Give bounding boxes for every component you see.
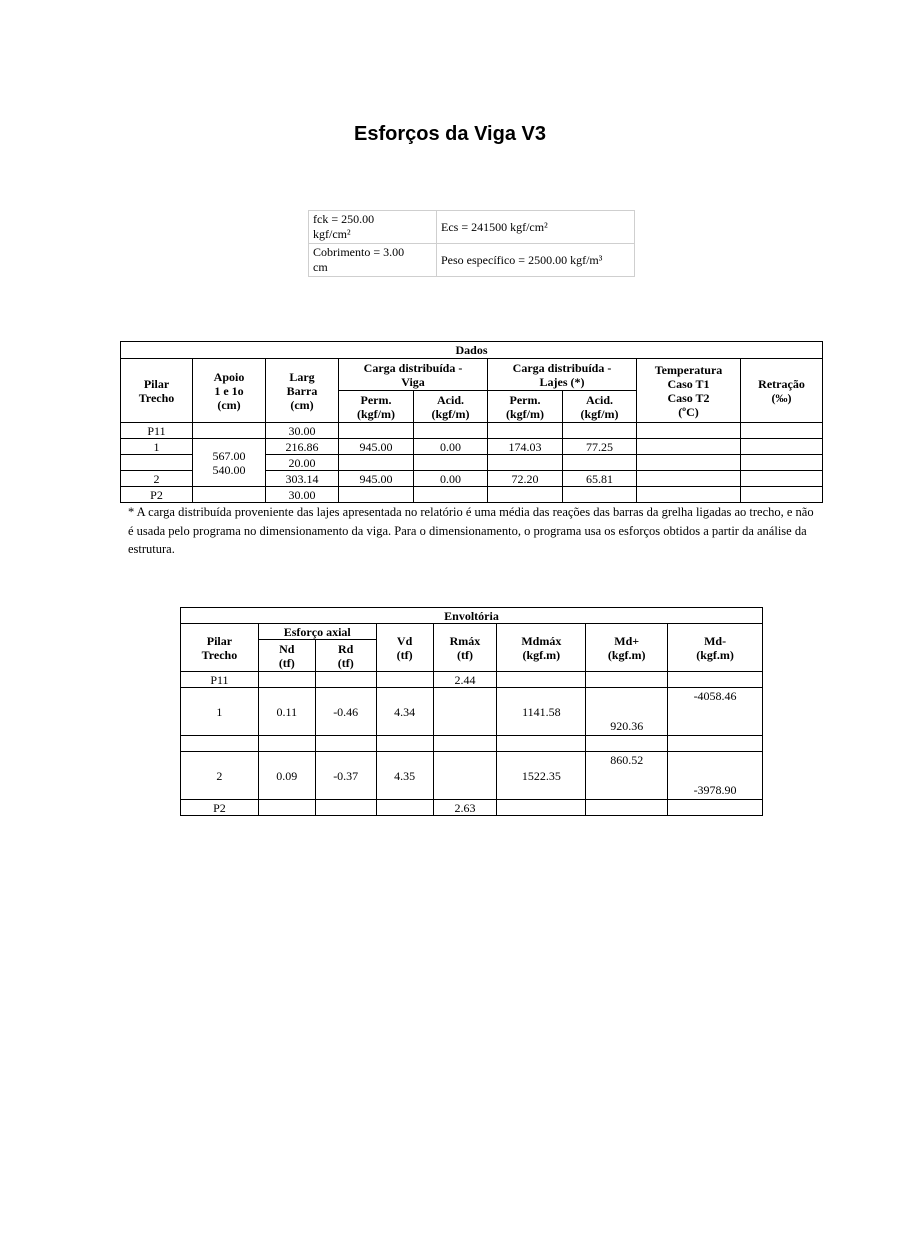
header-apoio — [193, 359, 266, 423]
header-text: Pilar — [206, 633, 233, 648]
header-text: Carga distribuída - — [363, 360, 463, 375]
header-text: Md- — [704, 633, 727, 648]
header-nd — [258, 640, 315, 672]
cell-pilar: 1 — [181, 688, 259, 736]
header-text: Caso T2 — [667, 390, 710, 405]
header-text: Acid. — [586, 392, 613, 407]
cell-apoio — [193, 423, 266, 439]
cell-pilar: 2 — [121, 471, 193, 487]
apoio-value: 567.00 — [212, 448, 246, 463]
cell-lajes-perm — [488, 487, 563, 503]
header-text: Trecho — [201, 647, 238, 662]
cell-larg: 216.86 — [266, 439, 339, 455]
header-text: Mdmáx — [521, 633, 562, 648]
cell-pilar: P11 — [121, 423, 193, 439]
cell-lajes-perm: 174.03 — [488, 439, 563, 455]
cell-lajes-perm — [488, 423, 563, 439]
cell-md-plus — [586, 800, 668, 816]
cell-md-minus — [668, 736, 763, 752]
header-text: Temperatura — [654, 362, 723, 377]
footnote: * A carga distribuída proveniente das lajes apresentada no relatório é uma média das reações das barras da grelha ligadas ao trecho, e não é usada pelo programa no dimensionamento da viga. Para o dimensionamento, o programa usa os esforços obtidos a partir da análise da estrutura. — [128, 505, 814, 556]
header-text: Carga distribuída - — [512, 360, 612, 375]
cell-md-minus: -4058.46 — [668, 688, 763, 736]
cell-rmax: 2.63 — [433, 800, 497, 816]
cell-viga-perm: 945.00 — [339, 471, 414, 487]
table-row — [181, 736, 763, 752]
fck-line2: kgf/cm² — [313, 227, 351, 241]
dados-table — [120, 341, 823, 503]
cell-pilar — [121, 455, 193, 471]
header-mdmax — [497, 624, 586, 672]
cell-viga-acid — [414, 487, 488, 503]
header-text: (cm) — [290, 397, 314, 412]
cell-pilar: 2 — [181, 752, 259, 800]
cell-lajes-acid: 77.25 — [563, 439, 637, 455]
cell-larg: 303.14 — [266, 471, 339, 487]
header-text: Rmáx — [449, 633, 481, 648]
cell-temperatura — [637, 471, 741, 487]
cell-lajes-perm: 72.20 — [488, 471, 563, 487]
cell-rmax — [433, 752, 497, 800]
peso-especifico-cell: Peso específico = 2500.00 kgf/m³ — [437, 244, 635, 277]
header-md-plus — [586, 624, 668, 672]
header-rmax — [433, 624, 497, 672]
header-esforco-axial: Esforço axial — [258, 624, 376, 640]
cell-md-minus — [668, 672, 763, 688]
ecs-cell: Ecs = 241500 kgf/cm² — [437, 211, 635, 244]
cell-vd — [376, 672, 433, 688]
table-row — [181, 688, 763, 736]
cell-rmax: 2.44 — [433, 672, 497, 688]
cell-nd: 0.09 — [258, 752, 315, 800]
table-row — [121, 439, 823, 455]
cell-viga-perm — [339, 455, 414, 471]
cell-lajes-perm — [488, 455, 563, 471]
header-text: (kgf/m) — [431, 406, 470, 421]
header-text: 1 e 1o — [214, 383, 244, 398]
header-carga-lajes — [488, 359, 637, 391]
header-text: (ºC) — [678, 404, 699, 419]
header-carga-viga — [339, 359, 488, 391]
cell-retracao — [741, 439, 823, 455]
header-text: Rd — [338, 641, 354, 656]
table-row — [181, 672, 763, 688]
cell-viga-acid: 0.00 — [414, 439, 488, 455]
header-text: Pilar — [143, 376, 170, 391]
cell-md-plus — [586, 736, 668, 752]
cell-rd: -0.37 — [315, 752, 376, 800]
header-temperatura — [637, 359, 741, 423]
cell-mdmax: 1522.35 — [497, 752, 586, 800]
cell-rd: -0.46 — [315, 688, 376, 736]
material-properties-table — [308, 210, 635, 277]
dados-title: Dados — [121, 342, 823, 359]
header-text: Lajes (*) — [539, 374, 585, 389]
cell-nd: 0.11 — [258, 688, 315, 736]
cell-larg: 20.00 — [266, 455, 339, 471]
table-row — [121, 423, 823, 439]
cell-lajes-acid — [563, 487, 637, 503]
cell-vd — [376, 736, 433, 752]
cell-nd — [258, 736, 315, 752]
header-pilar-trecho — [181, 624, 259, 672]
cell-mdmax — [497, 800, 586, 816]
header-text: Larg — [289, 369, 315, 384]
header-text: Md+ — [614, 633, 640, 648]
header-text: Vd — [396, 633, 413, 648]
header-text: Apoio — [213, 369, 245, 384]
cell-mdmax — [497, 672, 586, 688]
props-row — [309, 244, 635, 277]
cobrimento-cell — [309, 244, 437, 277]
cell-retracao — [741, 423, 823, 439]
cell-nd — [258, 672, 315, 688]
header-retracao — [741, 359, 823, 423]
props-row — [309, 211, 635, 244]
header-text: (tf) — [456, 647, 473, 662]
cell-temperatura — [637, 455, 741, 471]
header-md-minus — [668, 624, 763, 672]
header-text: (kgf.m) — [522, 647, 561, 662]
cell-larg: 30.00 — [266, 423, 339, 439]
cell-lajes-acid: 65.81 — [563, 471, 637, 487]
cell-viga-acid: 0.00 — [414, 471, 488, 487]
header-text: (cm) — [217, 397, 241, 412]
cell-md-plus: 920.36 — [586, 688, 668, 736]
cell-viga-acid — [414, 423, 488, 439]
cell-vd — [376, 800, 433, 816]
table-row — [181, 752, 763, 800]
cell-retracao — [741, 455, 823, 471]
header-pilar-trecho — [121, 359, 193, 423]
header-lajes-acid — [563, 391, 637, 423]
envoltoria-table — [180, 607, 763, 816]
header-text: (kgf.m) — [696, 647, 734, 662]
cell-retracao — [741, 487, 823, 503]
header-larg-barra — [266, 359, 339, 423]
cell-rmax — [433, 736, 497, 752]
cell-pilar: 1 — [121, 439, 193, 455]
header-viga-perm — [339, 391, 414, 423]
header-text: Trecho — [138, 390, 175, 405]
page-title: Esforços da Viga V3 — [354, 123, 546, 145]
cell-apoio — [193, 487, 266, 503]
cell-md-minus: -3978.90 — [668, 752, 763, 800]
header-text: Acid. — [437, 392, 464, 407]
header-text: Caso T1 — [667, 376, 710, 391]
cell-lajes-acid — [563, 455, 637, 471]
header-text: (kgf/m) — [357, 406, 395, 421]
header-lajes-perm — [488, 391, 563, 423]
cell-md-plus: 860.52 — [586, 752, 668, 800]
cell-viga-perm — [339, 487, 414, 503]
cell-apoio-merged — [193, 439, 266, 487]
header-text: (kgf.m) — [607, 647, 646, 662]
cell-mdmax — [497, 736, 586, 752]
cell-pilar: P2 — [121, 487, 193, 503]
envoltoria-title: Envoltória — [181, 608, 763, 624]
cell-vd: 4.34 — [376, 688, 433, 736]
cell-lajes-acid — [563, 423, 637, 439]
cell-temperatura — [637, 439, 741, 455]
cell-larg: 30.00 — [266, 487, 339, 503]
header-text: Perm. — [360, 392, 392, 407]
cell-mdmax: 1141.58 — [497, 688, 586, 736]
header-vd — [376, 624, 433, 672]
header-text: Perm. — [509, 392, 541, 407]
fck-line1: fck = 250.00 — [313, 212, 375, 226]
cell-viga-acid — [414, 455, 488, 471]
cell-pilar — [181, 736, 259, 752]
fck-cell — [309, 211, 437, 244]
cell-retracao — [741, 471, 823, 487]
header-text: (tf) — [278, 655, 295, 670]
cell-pilar: P2 — [181, 800, 259, 816]
cell-viga-perm: 945.00 — [339, 439, 414, 455]
header-text: Nd — [279, 641, 295, 656]
header-text: (kgf/m) — [580, 406, 619, 421]
cell-md-plus — [586, 672, 668, 688]
header-text: (kgf/m) — [506, 406, 544, 421]
header-viga-acid — [414, 391, 488, 423]
cell-temperatura — [637, 423, 741, 439]
cell-temperatura — [637, 487, 741, 503]
cell-rd — [315, 672, 376, 688]
cell-rd — [315, 800, 376, 816]
header-text: (tf) — [337, 655, 354, 670]
table-row — [181, 800, 763, 816]
cob-line1: Cobrimento = 3.00 — [313, 245, 405, 259]
cob-line2: cm — [313, 260, 328, 274]
cell-rd — [315, 736, 376, 752]
header-text: (‰) — [771, 390, 792, 405]
cell-rmax — [433, 688, 497, 736]
apoio-value: 540.00 — [212, 462, 246, 477]
header-text: (tf) — [396, 647, 413, 662]
cell-viga-perm — [339, 423, 414, 439]
cell-md-minus — [668, 800, 763, 816]
cell-nd — [258, 800, 315, 816]
table-row — [121, 487, 823, 503]
cell-pilar: P11 — [181, 672, 259, 688]
header-rd — [315, 640, 376, 672]
header-text: Barra — [286, 383, 318, 398]
header-text: Viga — [401, 374, 425, 389]
header-text: Retração — [758, 376, 805, 391]
cell-vd: 4.35 — [376, 752, 433, 800]
